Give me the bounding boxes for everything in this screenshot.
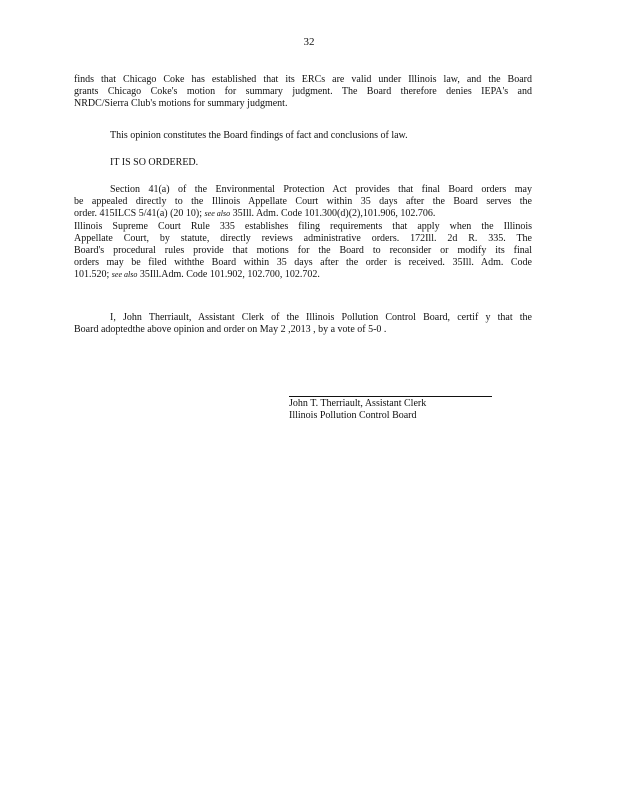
appeal-line-3-citation: order. 415ILCS 5/41(a) (20 10); (74, 208, 203, 220)
findings-line-2: grants Chicago Coke's motion for summary judgment. The Board therefore denies IEPA's and (74, 86, 532, 98)
so-ordered-statement: IT IS SO ORDERED. (110, 157, 199, 168)
appeal-line-2: be appealed directly to the Illinois Appellate Court within 35 days after the Board serves the (74, 196, 532, 208)
appeal-line-8-citation: 101.520; (74, 269, 110, 281)
appeal-line-6: Board's procedural rules provide that motions for the Board to reconsider or modify its final (74, 245, 532, 257)
appeal-line-5: Appellate Court, by statute, directly reviews administrative orders. 172Ill. 2d R. 335. The (74, 232, 532, 244)
findings-paragraph (74, 74, 532, 111)
appeal-line-3-code: 35Ill. Adm. Code 101.300(d)(2),101.906, 102.706. (232, 208, 436, 220)
certification-paragraph (74, 312, 532, 336)
certification-line-2: Board adoptedthe above opinion and order on May 2 ,2013 , by a vote of 5-0 . (74, 324, 387, 336)
see-also-signal-2: see also (111, 270, 138, 280)
appeal-line-8 (74, 269, 532, 281)
signature-line (289, 396, 492, 397)
opinion-statement: This opinion constitutes the Board findings of fact and conclusions of law. (110, 130, 408, 141)
appeal-line-8-code: 35Ill.Adm. Code 101.902, 102.700, 102.702. (139, 269, 320, 281)
appeal-line-7: orders may be filed withthe Board within 35 days after the order is received. 35Ill. Adm. Code (74, 257, 532, 269)
signatory-organization: Illinois Pollution Control Board (289, 410, 417, 421)
certification-line-1: I, John Therriault, Assistant Clerk of the Illinois Pollution Control Board, certif y that the (110, 312, 532, 323)
signatory-name: John T. Therriault, Assistant Clerk (289, 398, 427, 409)
findings-line-3: NRDC/Sierra Club's motions for summary judgment. (74, 98, 288, 110)
appeal-line-3 (74, 208, 532, 220)
findings-line-1: finds that Chicago Coke has established that its ERCs are valid under Illinois law, and the Board (74, 74, 532, 85)
appeal-rights-paragraph (74, 184, 532, 282)
see-also-signal: see also (204, 209, 231, 219)
appeal-line-4: Illinois Supreme Court Rule 335 establishes filing requirements that apply when the Illinois (74, 220, 532, 232)
appeal-line-1: Section 41(a) of the Environmental Protection Act provides that final Board orders may (110, 184, 532, 195)
page-number: 32 (303, 36, 315, 48)
